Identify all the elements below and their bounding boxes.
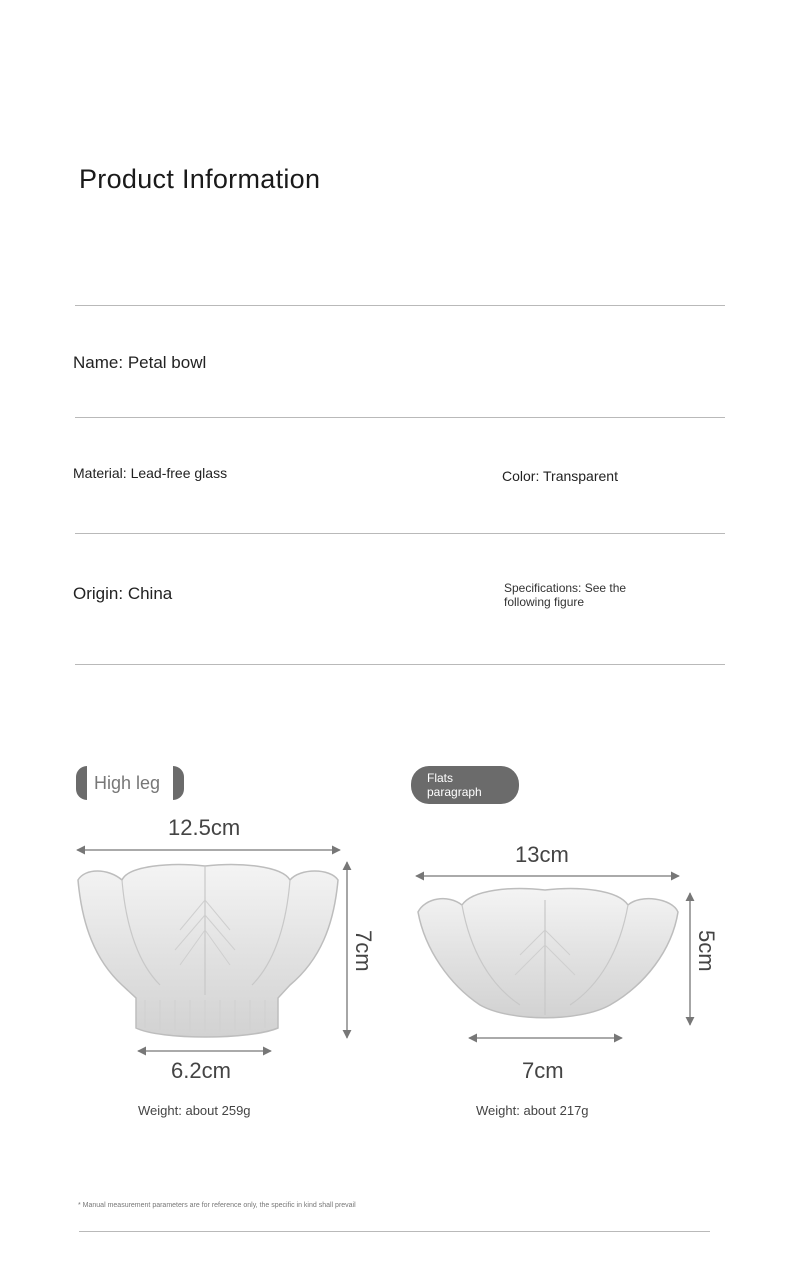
high-leg-weight — [138, 1103, 251, 1118]
tag-flats-paragraph-label: Flats paragraph — [427, 771, 482, 799]
high-leg-weight-label: Weight: — [138, 1103, 182, 1118]
high-leg-top-width: 12.5cm — [168, 815, 241, 840]
spec-color-label: Color: — [502, 468, 540, 484]
spec-name-label: Name: — [73, 353, 124, 372]
footnote: * Manual measurement parameters are for reference only, the specific in kind shall prevail — [78, 1202, 356, 1209]
flat-height: 5cm — [694, 930, 719, 972]
bottom-divider — [79, 1231, 710, 1232]
spec-name-value: Petal bowl — [127, 353, 207, 372]
high-leg-bowl-image — [78, 865, 338, 1037]
flat-base-width: 7cm — [522, 1058, 564, 1083]
spec-origin-value: China — [127, 584, 173, 603]
flat-weight-label: Weight: — [476, 1103, 520, 1118]
spec-color-value: Transparent — [543, 468, 618, 484]
flat-weight — [476, 1103, 589, 1118]
flat-weight-value: about 217g — [523, 1103, 589, 1118]
page-title: Product Information — [79, 164, 321, 194]
high-leg-base-width: 6.2cm — [171, 1058, 231, 1083]
high-leg-height: 7cm — [351, 930, 376, 972]
spec-specifications-value: See the following figure — [504, 581, 627, 609]
flat-bowl-image — [418, 889, 678, 1018]
spec-material-value: Lead-free glass — [130, 465, 228, 481]
spec-material-label: Material: — [73, 465, 127, 481]
spec-origin-label: Origin: — [73, 584, 124, 603]
flat-top-width: 13cm — [515, 842, 569, 867]
high-leg-weight-value: about 259g — [185, 1103, 251, 1118]
spec-specifications-label: Specifications: — [504, 581, 582, 595]
tag-high-leg-label: High leg — [94, 773, 161, 793]
